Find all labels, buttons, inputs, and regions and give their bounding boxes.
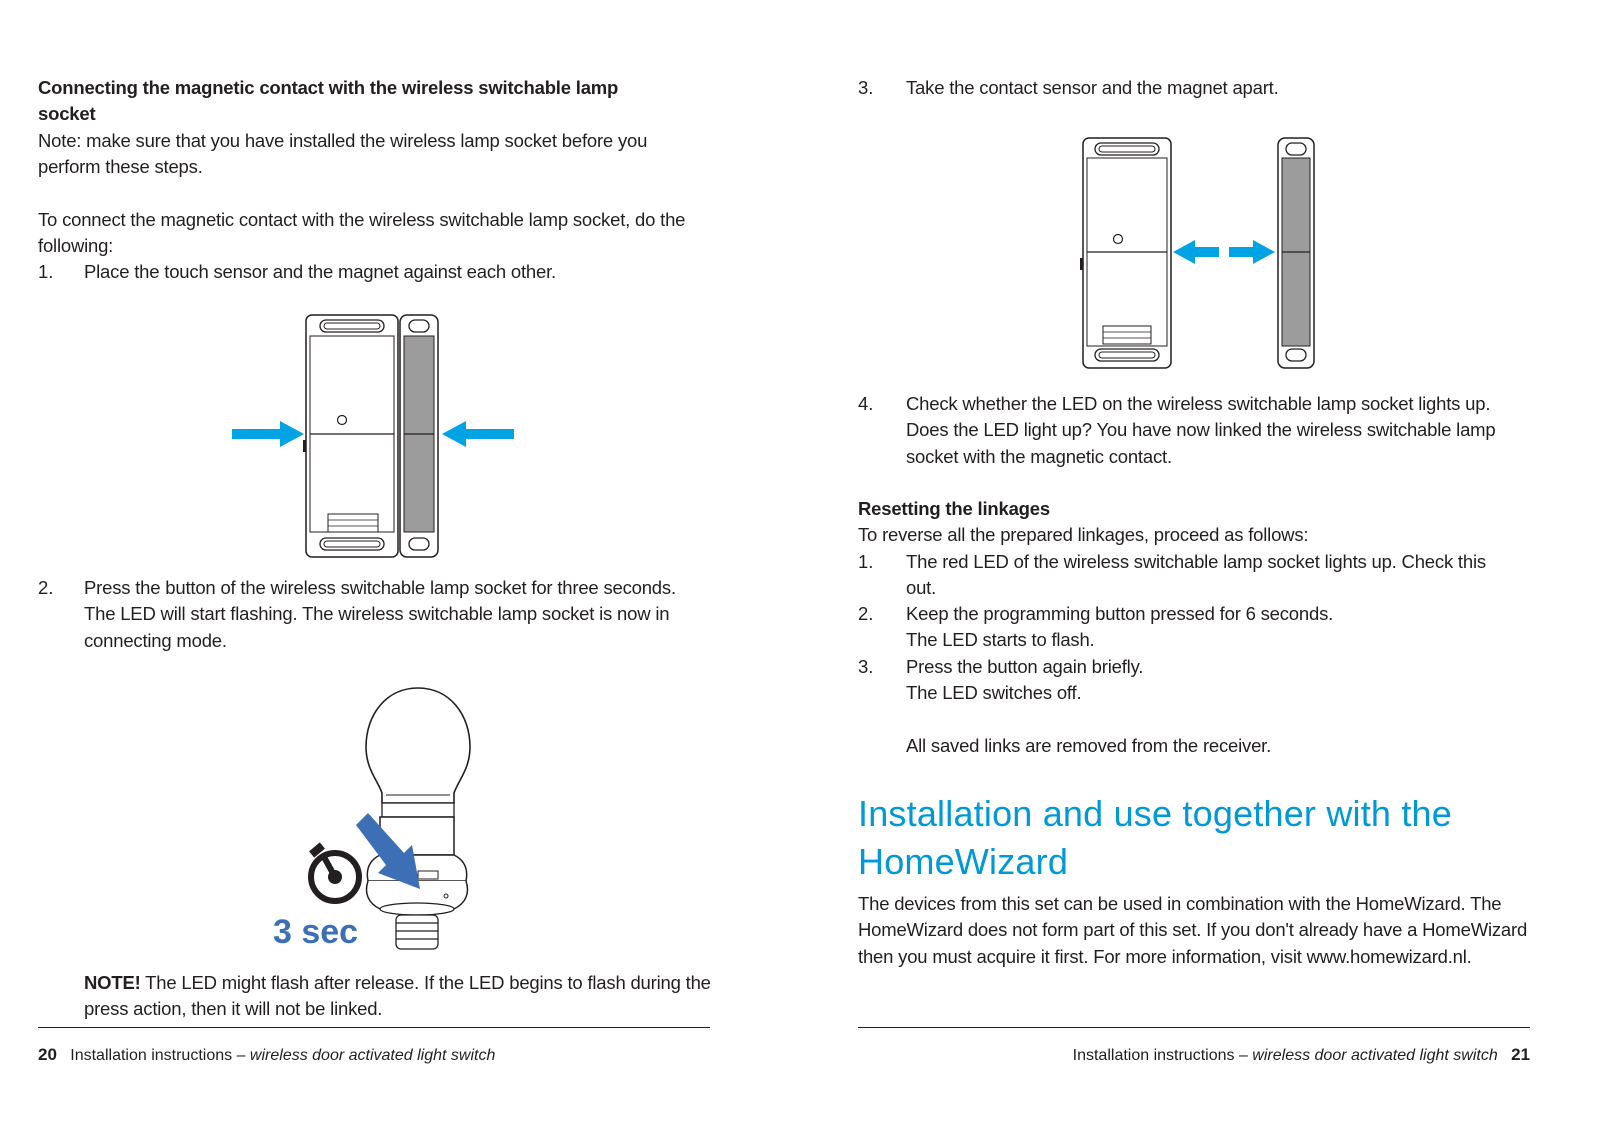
left-page [38, 0, 710, 1128]
page-number: 20 [38, 1045, 57, 1064]
reset-intro: To reverse all the prepared linkages, proceed as follows: [858, 524, 1309, 545]
section-heading: Connecting the magnetic contact with the wireless switchable lamp socket [38, 77, 619, 125]
reset-step-text: The red LED of the wireless switchable lamp socket lights up. Check this out. [906, 551, 1486, 599]
footer-subtitle: wireless door activated light switch [1252, 1047, 1498, 1064]
reset-heading: Resetting the linkages [858, 498, 1050, 519]
reset-step-subtext: The LED switches off. [906, 682, 1082, 703]
arrow-left-icon [442, 421, 514, 447]
stopwatch-icon [309, 842, 359, 901]
reset-step-text: Press the button again briefly. [906, 656, 1144, 677]
footer [1073, 1045, 1530, 1066]
note-block [84, 970, 714, 1023]
step-text: Take the contact sensor and the magnet apart. [906, 77, 1279, 98]
footer-subtitle: wireless door activated light switch [249, 1047, 496, 1064]
footer [38, 1045, 495, 1066]
step-text: Press the button of the wireless switchable lamp socket for three seconds. The LED will start flashing. The wireless switchable lamp socket is now in connecting mode. [84, 577, 676, 651]
arrow-left-icon [1173, 240, 1219, 264]
step-number: 3. [858, 77, 874, 98]
intro-paragraph: To connect the magnetic contact with the wireless switchable lamp socket, do the following: [38, 209, 686, 257]
footer-title: Installation instructions – [70, 1047, 250, 1064]
reset-step-number: 3. [858, 656, 874, 677]
sensor-magnet-together-figure [228, 312, 528, 562]
reset-step-text: Keep the programming button pressed for 6 seconds. [906, 603, 1334, 624]
arrow-right-icon [1229, 240, 1275, 264]
section-paragraph: The devices from this set can be used in combination with the HomeWizard. The HomeWizard does not form part of this set. If you don't already have a HomeWizard then you must acquire it first. For more information, visit www.homewizard.nl. [858, 893, 1528, 967]
step-text: Check whether the LED on the wireless switchable lamp socket lights up. Does the LED light up? You have now linked the wireless switchable lamp socket with the magnetic contact. [906, 393, 1496, 467]
footer-divider [858, 1027, 1530, 1028]
footer-divider [38, 1027, 710, 1028]
step-text: Place the touch sensor and the magnet against each other. [84, 261, 556, 282]
reset-step-subtext: The LED starts to flash. [906, 629, 1095, 650]
sensor-magnet-apart-figure [1081, 136, 1321, 372]
duration-label: 3 sec [273, 913, 359, 951]
step-number: 2. [38, 577, 54, 598]
footer-title: Installation instructions – [1072, 1047, 1253, 1064]
note-text: The LED might flash after release. If the LED begins to flash during the press action, then it will not be linked. [84, 972, 711, 1020]
section-title: Installation and use together with the HomeWizard [858, 793, 1452, 882]
reset-step-number: 1. [858, 551, 874, 572]
arrow-right-icon [232, 421, 304, 447]
reset-step-number: 2. [858, 603, 874, 624]
note-paragraph: Note: make sure that you have installed the wireless lamp socket before you perform these steps. [38, 130, 648, 178]
step-number: 4. [858, 393, 874, 414]
page-number: 21 [1511, 1045, 1530, 1064]
step-number: 1. [38, 261, 54, 282]
note-label: NOTE! [84, 972, 141, 993]
reset-closing: All saved links are removed from the receiver. [906, 735, 1272, 756]
right-page [858, 0, 1530, 1128]
